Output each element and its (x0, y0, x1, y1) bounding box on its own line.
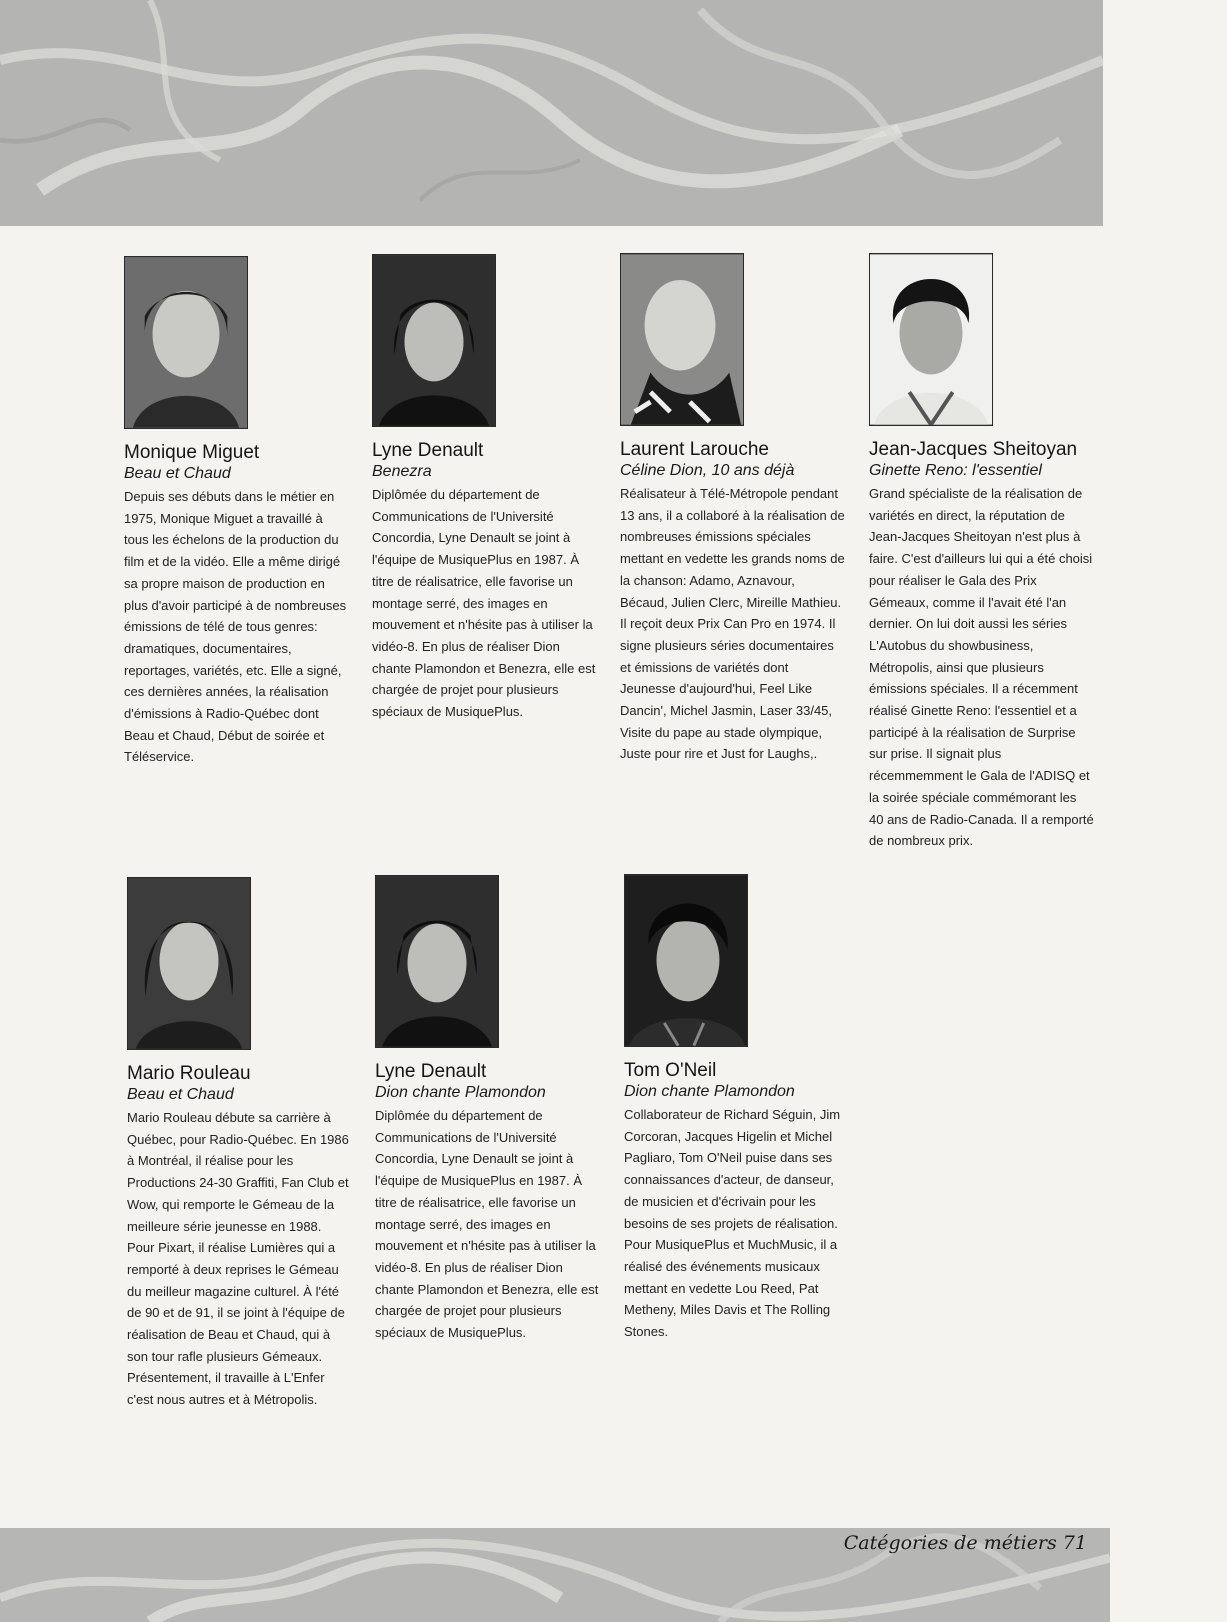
show-title: Dion chante Plamondon (624, 1083, 795, 1100)
person-name: Lyne Denault (375, 1061, 487, 1082)
person-name: Laurent Larouche (620, 439, 769, 460)
portrait-photo (127, 877, 251, 1050)
profile-card (372, 254, 597, 723)
profile-card (124, 256, 349, 768)
show-title: Beau et Chaud (127, 1086, 234, 1103)
profile-card (127, 877, 352, 1411)
portrait-photo (620, 253, 744, 426)
top-decorative-banner (0, 0, 1103, 226)
page-footer: Catégories de métiers 71 (843, 1532, 1087, 1554)
show-title: Beau et Chaud (124, 465, 231, 482)
profile-card (620, 253, 845, 765)
profile-card (375, 875, 600, 1344)
portrait-photo (372, 254, 496, 427)
person-bio: Réalisateur à Télé-Métropole pendant 13 ans, il a collaboré à la réalisation de nombreuses émissions spéciales mettant en vedette les grands noms de la chanson: Adamo, Aznavour, Bécaud, Julien Clerc, Mireille Mathieu. Il reçoit deux Prix Can Pro en 1974. Il signe plusieurs séries documentaires et émissions de variétés dont Jeunesse d'aujourd'hui, Feel Like Dancin', Michel Jasmin, Laser 33/45, Visite du pape au stade olympique, Juste pour rire et Just for Laughs,. (620, 486, 845, 762)
person-bio: Diplômée du département de Communications de l'Université Concordia, Lyne Denault se joint à l'équipe de MusiquePlus en 1987. À titre de réalisatrice, elle favorise un montage serré, des images en mouvement et n'hésite pas à utiliser la vidéo-8. En plus de réaliser Dion chante Plamondon et Benezra, elle est chargée de projet pour plusieurs spéciaux de MusiquePlus. (375, 1108, 599, 1341)
person-name: Tom O'Neil (624, 1060, 717, 1081)
person-bio: Grand spécialiste de la réalisation de variétés en direct, la réputation de Jean-Jacques Sheitoyan n'est plus à faire. C'est d'ailleurs lui qui a été choisi pour réaliser le Gala des Prix Gémeaux, comme il l'avait été l'an dernier. On lui doit aussi les séries L'Autobus du showbusiness, Métropolis, ainsi que plusieurs émissions spéciales. Il a récemment réalisé Ginette Reno: l'essentiel et a participé à la réalisation de Surprise sur prise. Il signait plus récemmemment le Gala de l'ADISQ et la soirée spéciale commémorant les 40 ans de Radio-Canada. Il a remporté de nombreux prix. (869, 486, 1094, 849)
show-title: Dion chante Plamondon (375, 1084, 546, 1101)
show-title: Ginette Reno: l'essentiel (869, 462, 1042, 479)
portrait-photo (124, 256, 248, 429)
profile-card (869, 253, 1094, 852)
person-name: Monique Miguet (124, 442, 260, 463)
person-name: Jean-Jacques Sheitoyan (869, 439, 1078, 460)
portrait-photo (869, 253, 993, 426)
portrait-photo (375, 875, 499, 1048)
person-name: Mario Rouleau (127, 1063, 251, 1084)
person-bio: Diplômée du département de Communications de l'Université Concordia, Lyne Denault se joint à l'équipe de MusiquePlus en 1987. À titre de réalisatrice, elle favorise un montage serré, des images en mouvement et n'hésite pas à utiliser la vidéo-8. En plus de réaliser Dion chante Plamondon et Benezra, elle est chargée de projet pour plusieurs spéciaux de MusiquePlus. (372, 487, 596, 720)
portrait-photo (624, 874, 748, 1047)
person-bio: Collaborateur de Richard Séguin, Jim Corcoran, Jacques Higelin et Michel Pagliaro, Tom O'Neil puise dans ses connaissances d'acteur, de danseur, de musicien et d'écrivain pour les besoins de ses projets de réalisation. Pour MusiquePlus et MuchMusic, il a réalisé des événements musicaux mettant en vedette Lou Reed, Pat Metheny, Miles Davis et The Rolling Stones. (624, 1107, 841, 1340)
person-bio: Depuis ses débuts dans le métier en 1975, Monique Miguet a travaillé à tous les échelons de la production du film et de la vidéo. Elle a même dirigé sa propre maison de production en plus d'avoir participé à de nombreuses émissions de télé de tous genres: dramatiques, documentaires, reportages, variétés, etc. Elle a signé, ces dernières années, la réalisation d'émissions à Radio-Québec dont Beau et Chaud, Début de soirée et Téléservice. (124, 489, 347, 765)
profile-card (624, 874, 849, 1343)
person-name: Lyne Denault (372, 440, 484, 461)
show-title: Benezra (372, 463, 432, 480)
show-title: Céline Dion, 10 ans déjà (620, 462, 795, 479)
person-bio: Mario Rouleau débute sa carrière à Québec, pour Radio-Québec. En 1986 à Montréal, il réalise pour les Productions 24-30 Graffiti, Fan Club et Wow, qui remporte le Gémeau de la meilleure série jeunesse en 1988. Pour Pixart, il réalise Lumières qui a remporté à deux reprises le Gémeau du meilleur magazine culturel. À l'été de 90 et de 91, il se joint à l'équipe de réalisation de Beau et Chaud, qui à son tour rafle plusieurs Gémeaux. Présentement, il travaille à L'Enfer c'est nous autres et à Métropolis. (127, 1110, 349, 1408)
